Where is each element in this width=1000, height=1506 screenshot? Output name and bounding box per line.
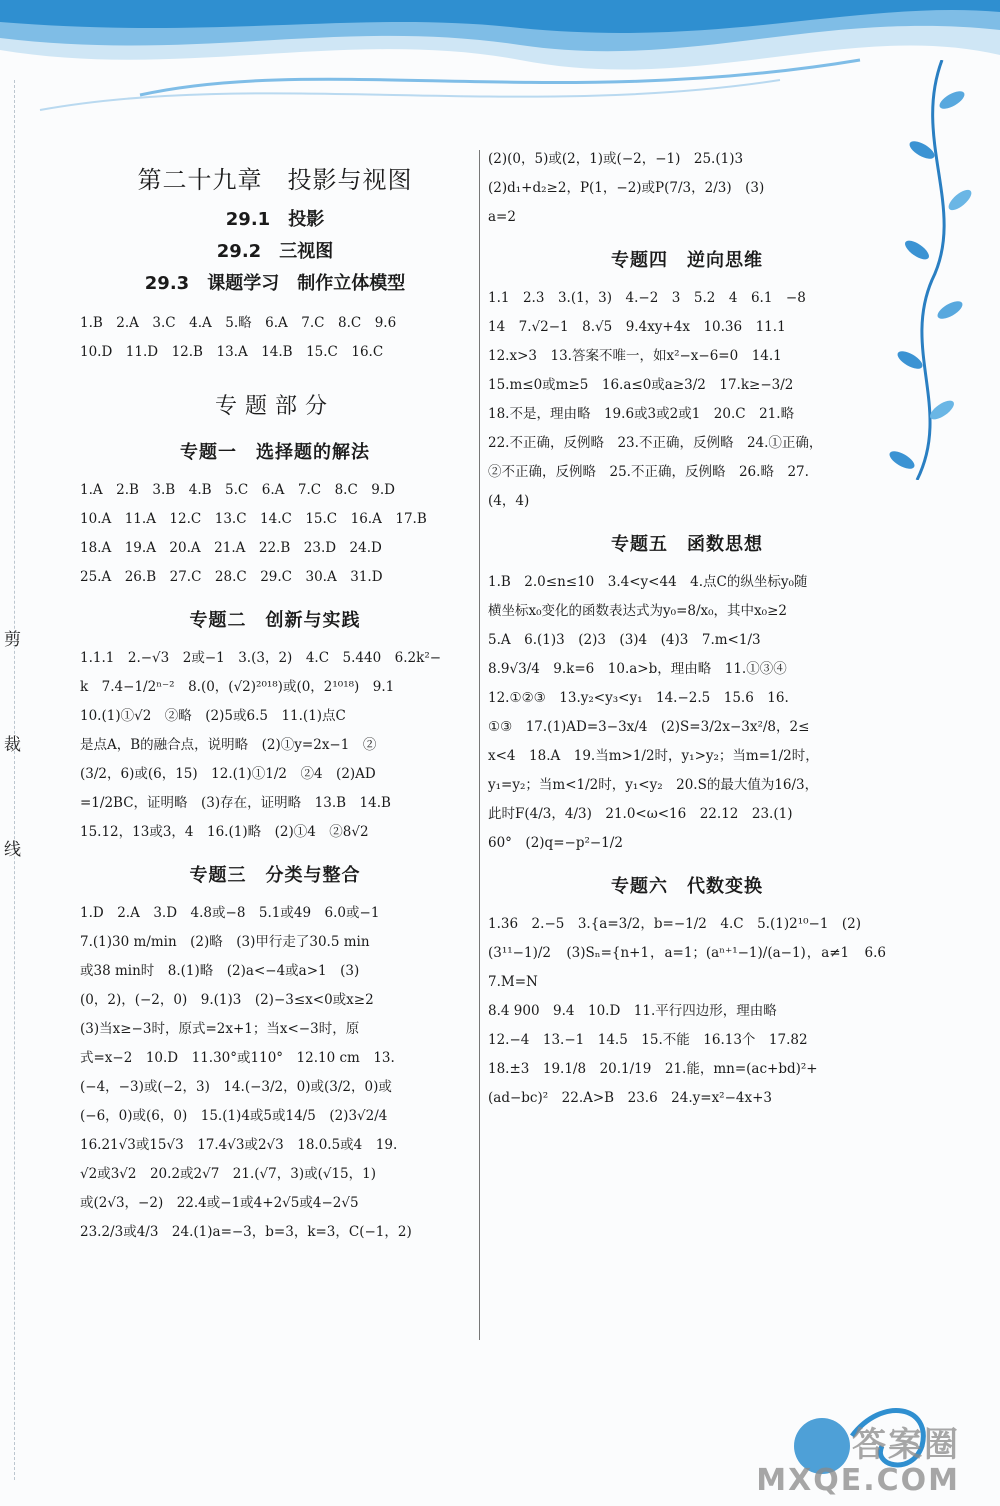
answer-line: y₁=y₂；当m<1/2时，y₁<y₂ 20.S的最大值为16/3， bbox=[488, 777, 819, 793]
answer-line: 1.A 2.B 3.B 4.B 5.C 6.A 7.C 8.C 9.D bbox=[80, 482, 395, 498]
answer-line: 1.1 2.3 3.(1，3) 4.−2 3 5.2 4 6.1 −8 bbox=[488, 290, 806, 306]
topic-title: 专题五 函数思想 bbox=[611, 534, 763, 555]
answer-line: 23.2/3或4/3 24.(1)a=−3，b=3，k=3，C(−1，2) bbox=[80, 1224, 412, 1240]
answer-line: 1.B 2.0≤n≤10 3.4<y<44 4.点C的纵坐标y₀随 bbox=[488, 574, 808, 590]
answer-line: x<4 18.A 19.当m>1/2时，y₁>y₂；当m=1/2时， bbox=[488, 748, 819, 764]
answer-line: 8.9√3/4 9.k=6 10.a>b，理由略 11.①③④ bbox=[488, 661, 787, 677]
answer-line: =1/2BC，证明略 (3)存在，证明略 13.B 14.B bbox=[80, 795, 391, 811]
answer-line: 7.(1)30 m/min (2)略 (3)甲行走了30.5 min bbox=[80, 934, 370, 950]
section-title: 29.1 投影 bbox=[225, 209, 325, 230]
answer-line: (3/2，6)或(6，15) 12.(1)①1/2 ②4 (2)AD bbox=[80, 766, 376, 782]
answer-line: 18.不是，理由略 19.6或3或2或1 20.C 21.略 bbox=[488, 406, 795, 422]
topic-title: 专题四 逆向思维 bbox=[611, 250, 763, 271]
watermark-url: MXQE.COM bbox=[756, 1463, 960, 1498]
answer-line: 10.(1)①√2 ②略 (2)5或6.5 11.(1)点C bbox=[80, 708, 346, 724]
right-column bbox=[488, 145, 900, 1113]
answer-line: (3)当x≥−3时，原式=2x+1；当x<−3时，原 bbox=[80, 1021, 360, 1037]
answer-line: 1.D 2.A 3.D 4.8或−8 5.1或49 6.0或−1 bbox=[80, 905, 380, 921]
answer-line: 是点A，B的融合点，说明略 (2)①y=2x−1 ② bbox=[80, 737, 377, 753]
answer-line: 22.不正确，反例略 23.不正确，反例略 24.①正确， bbox=[488, 435, 823, 451]
answer-line: (2)d₁+d₂≥2，P(1，−2)或P(7/3，2/3) (3) bbox=[488, 180, 765, 196]
answer-line: 18.A 19.A 20.A 21.A 22.B 23.D 24.D bbox=[80, 540, 382, 556]
answer-line: 25.A 26.B 27.C 28.C 29.C 30.A 31.D bbox=[80, 569, 383, 585]
answer-line: 横坐标x₀变化的函数表达式为y₀=8/x₀，其中x₀≥2 bbox=[488, 603, 787, 619]
cut-label-xian: 线 bbox=[4, 840, 21, 860]
answer-line: 1.1.1 2.−√3 2或−1 3.(3，2) 4.C 5.440 6.2k²− bbox=[80, 650, 442, 666]
answer-line: 10.D 11.D 12.B 13.A 14.B 15.C 16.C bbox=[80, 344, 384, 360]
vine-decoration bbox=[872, 60, 982, 480]
section-title: 29.2 三视图 bbox=[216, 241, 334, 262]
answer-line: 15.12，13或3，4 16.(1)略 (2)①4 ②8√2 bbox=[80, 824, 369, 840]
answer-line: ①③ 17.(1)AD=3−3x/4 (2)S=3/2x−3x²/8，2≤ bbox=[488, 719, 810, 735]
answer-line: k 7.4−1/2ⁿ⁻² 8.(0，(√2)²⁰¹⁸)或(0，2¹⁰¹⁸) 9.1 bbox=[80, 679, 395, 695]
answer-line: 60° (2)q=−p²−1/2 bbox=[488, 835, 623, 851]
answer-line: 15.m≤0或m≥5 16.a≤0或a≥3/2 17.k≥−3/2 bbox=[488, 377, 794, 393]
answer-line: 5.A 6.(1)3 (2)3 (3)4 (4)3 7.m<1/3 bbox=[488, 632, 761, 648]
answer-line: (−6，0)或(6，0) 15.(1)4或5或14/5 (2)3√2/4 bbox=[80, 1108, 388, 1124]
part-title: 专题部分 bbox=[214, 394, 335, 419]
answer-line: 16.21√3或15√3 17.4√3或2√3 18.0.5或4 19. bbox=[80, 1137, 398, 1153]
cut-label-cai: 裁 bbox=[4, 735, 21, 755]
section-title: 29.3 课题学习 制作立体模型 bbox=[144, 273, 406, 294]
answer-line: 12.x>3 13.答案不唯一，如x²−x−6=0 14.1 bbox=[488, 348, 782, 364]
answer-line: a=2 bbox=[488, 209, 516, 225]
left-column bbox=[80, 160, 470, 1247]
answer-line: 式=x−2 10.D 11.30°或110° 12.10 cm 13. bbox=[80, 1050, 395, 1066]
topic-title: 专题一 选择题的解法 bbox=[180, 442, 370, 463]
watermark-text: 答案圈 bbox=[852, 1425, 960, 1465]
answer-line: (3¹¹−1)/2 (3)Sₙ={n+1，a=1；(aⁿ⁺¹−1)/(a−1)，a≠1 6.6 7.M=N bbox=[488, 945, 900, 990]
cut-line bbox=[14, 80, 15, 1480]
answer-line: 1.36 2.−5 3.{a=3/2，b=−1/2 4.C 5.(1)2¹⁰−1 (2) bbox=[488, 916, 862, 932]
answer-line: 14 7.√2−1 8.√5 9.4xy+4x 10.36 11.1 bbox=[488, 319, 786, 335]
answer-line: 此时F(4/3，4/3) 21.0<ω<16 22.12 23.(1) bbox=[488, 806, 793, 822]
top-wave-banner bbox=[0, 0, 1000, 130]
answer-line: (0，2)，(−2，0) 9.(1)3 (2)−3≤x<0或x≥2 bbox=[80, 992, 374, 1008]
answer-line: 18.±3 19.1/8 20.1/19 21.能，mn=(ac+bd)²+ bbox=[488, 1061, 818, 1077]
answer-line: (−4，−3)或(−2，3) 14.(−3/2，0)或(3/2，0)或 bbox=[80, 1079, 392, 1095]
answer-line: √2或3√2 20.2或2√7 21.(√7，3)或(√15，1) bbox=[80, 1166, 376, 1182]
chapter-title: 第二十九章 投影与视图 bbox=[137, 166, 413, 194]
answer-line: 8.4 900 9.4 10.D 11.平行四边形，理由略 bbox=[488, 1003, 777, 1019]
answer-line: 或38 min时 8.(1)略 (2)a<−4或a>1 (3) bbox=[80, 963, 360, 979]
topic-title: 专题三 分类与整合 bbox=[189, 865, 361, 886]
topic-title: 专题二 创新与实践 bbox=[189, 610, 361, 631]
answer-line: ②不正确，反例略 25.不正确，反例略 26.略 27. bbox=[488, 464, 809, 480]
answer-line: (4，4) bbox=[488, 493, 530, 509]
answer-line: (ad−bc)² 22.A>B 23.6 24.y=x²−4x+3 bbox=[488, 1090, 773, 1106]
answer-line: 1.B 2.A 3.C 4.A 5.略 6.A 7.C 8.C 9.6 bbox=[80, 315, 397, 331]
answer-line: 或(2√3，−2) 22.4或−1或4+2√5或4−2√5 bbox=[80, 1195, 359, 1211]
answer-line: 10.A 11.A 12.C 13.C 14.C 15.C 16.A 17.B bbox=[80, 511, 427, 527]
topic-title: 专题六 代数变换 bbox=[611, 876, 763, 897]
cut-label-jian: 剪 bbox=[4, 630, 21, 650]
answer-line: 12.①②③ 13.y₂<y₃<y₁ 14.−2.5 15.6 16. bbox=[488, 690, 789, 706]
column-divider bbox=[479, 150, 480, 1340]
answer-line: 12.−4 13.−1 14.5 15.不能 16.13个 17.82 bbox=[488, 1032, 808, 1048]
answer-line: (2)(0，5)或(2，1)或(−2，−1) 25.(1)3 bbox=[488, 151, 744, 167]
